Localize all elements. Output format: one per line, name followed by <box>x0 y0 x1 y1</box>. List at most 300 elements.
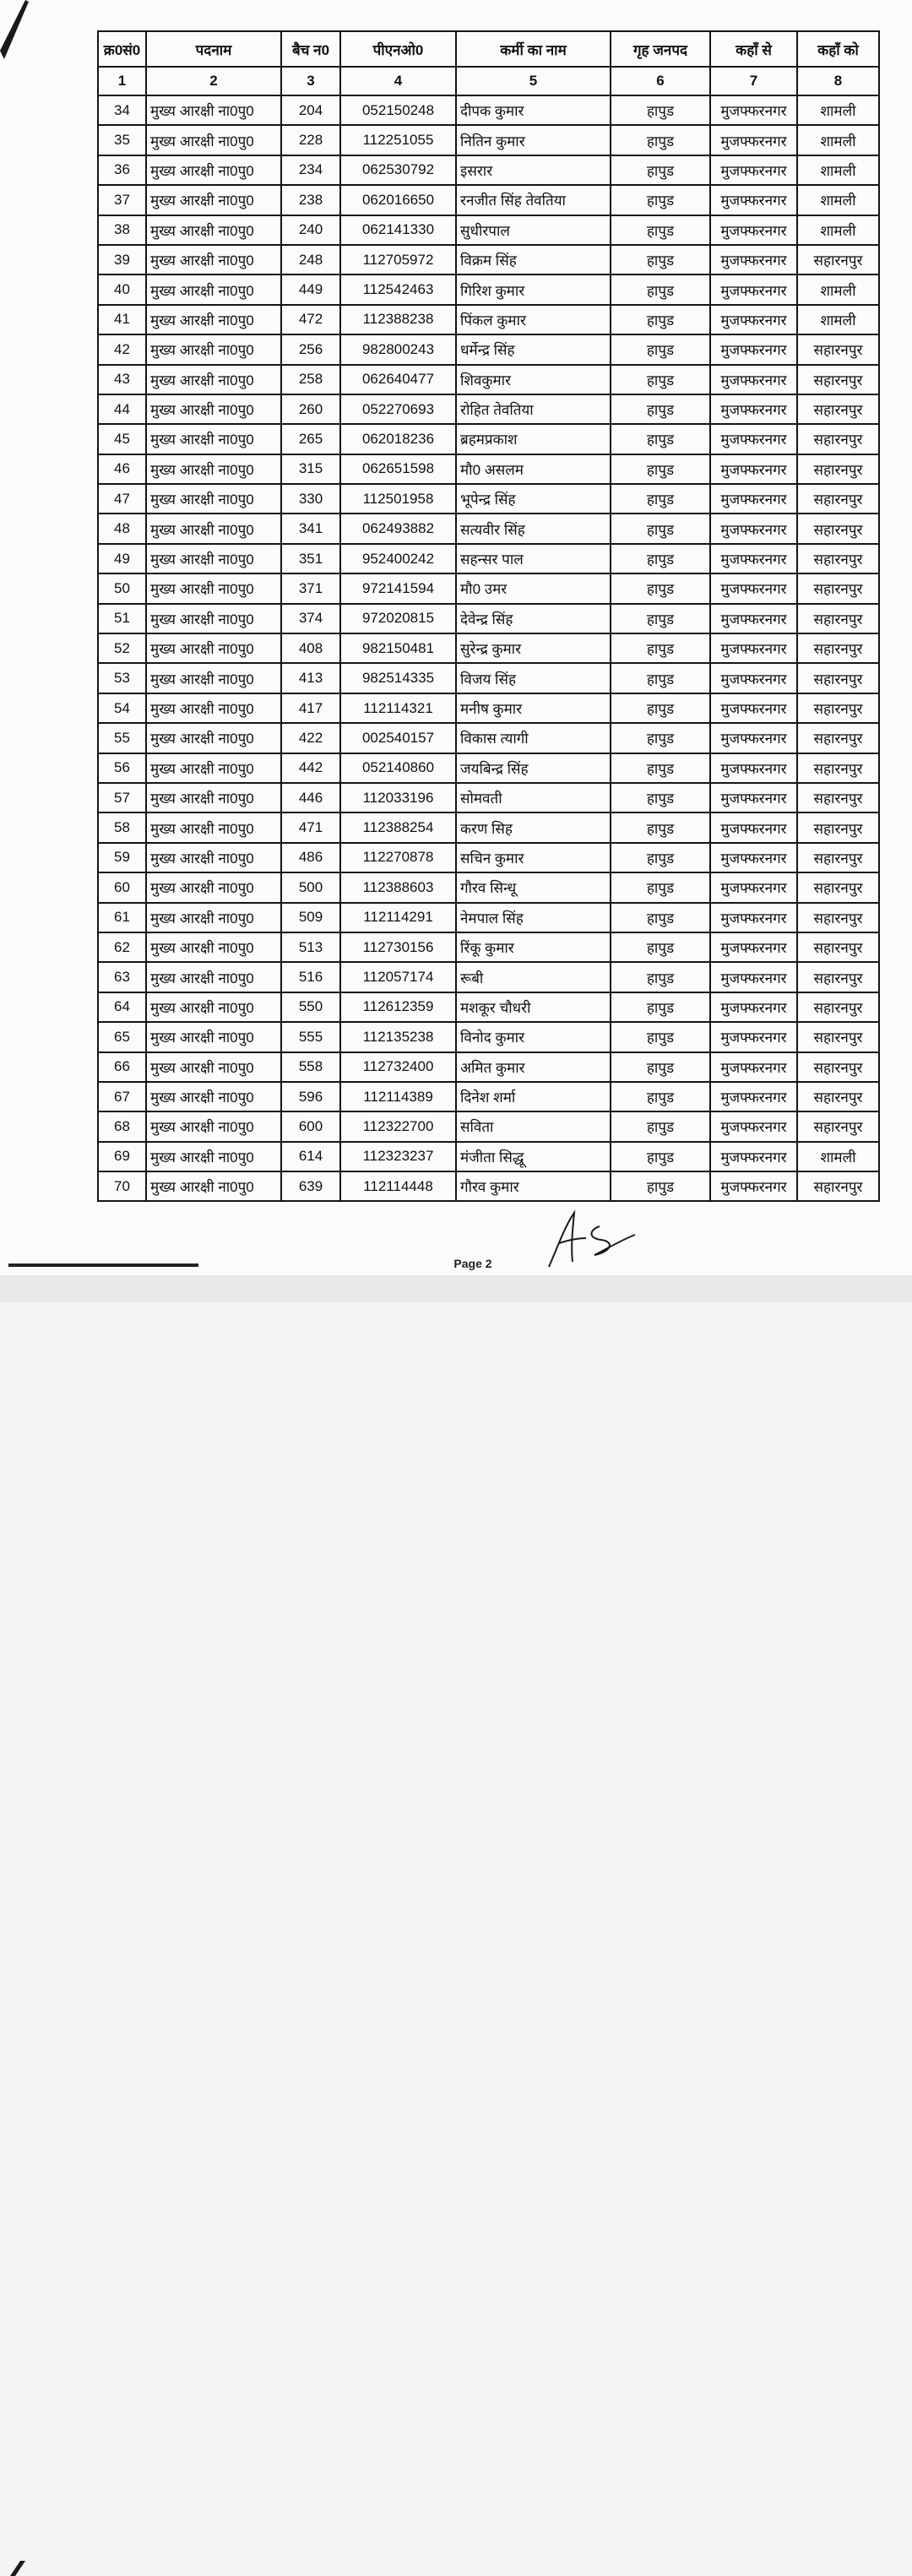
row-pno: 972141594 <box>340 573 456 603</box>
row-employee-name: जयबिन्द्र सिंह <box>456 753 611 783</box>
row-to: सहारनपुर <box>797 903 879 932</box>
row-pno: 062493882 <box>340 514 456 543</box>
row-badge-no: 260 <box>281 394 340 424</box>
row-rank: मुख्य आरक्षी ना0पु0 <box>146 1142 281 1171</box>
row-badge-no: 558 <box>281 1052 340 1082</box>
table-row <box>98 872 879 902</box>
row-to: सहारनपुर <box>797 454 879 484</box>
row-badge-no: 600 <box>281 1111 340 1141</box>
row-from: मुजफ्फरनगर <box>710 155 797 185</box>
row-to: सहारनपुर <box>797 334 879 364</box>
row-pno: 112114321 <box>340 693 456 723</box>
row-serial: 65 <box>98 1022 146 1052</box>
row-badge-no: 204 <box>281 95 340 125</box>
row-badge-no: 371 <box>281 573 340 603</box>
row-serial: 36 <box>98 155 146 185</box>
row-pno: 052270693 <box>340 394 456 424</box>
column-number: 1 <box>98 67 146 95</box>
row-to: शामली <box>797 185 879 215</box>
row-home-district: हापुड <box>611 783 710 812</box>
row-to: सहारनपुर <box>797 245 879 274</box>
row-to: सहारनपुर <box>797 843 879 872</box>
row-serial: 69 <box>98 1142 146 1171</box>
row-to: सहारनपुर <box>797 1111 879 1141</box>
table-row <box>98 454 879 484</box>
table-row <box>98 663 879 693</box>
row-serial: 47 <box>98 484 146 514</box>
row-from: मुजफ्फरनगर <box>710 1052 797 1082</box>
row-employee-name: दिनेश शर्मा <box>456 1082 611 1111</box>
row-pno: 062651598 <box>340 454 456 484</box>
row-pno: 112114448 <box>340 1171 456 1201</box>
row-home-district: हापुड <box>611 185 710 215</box>
row-rank: मुख्य आरक्षी ना0पु0 <box>146 962 281 992</box>
row-pno: 112057174 <box>340 962 456 992</box>
row-serial: 67 <box>98 1082 146 1111</box>
table-row <box>98 424 879 454</box>
row-from: मुजफ्फरनगर <box>710 753 797 783</box>
row-home-district: हापुड <box>611 693 710 723</box>
row-serial: 44 <box>98 394 146 424</box>
row-rank: मुख्य आरक्षी ना0पु0 <box>146 365 281 394</box>
row-serial: 50 <box>98 573 146 603</box>
row-serial: 49 <box>98 544 146 573</box>
row-pno: 112033196 <box>340 783 456 812</box>
row-badge-no: 265 <box>281 424 340 454</box>
row-employee-name: सविता <box>456 1111 611 1141</box>
row-employee-name: विनोद कुमार <box>456 1022 611 1052</box>
row-from: मुजफ्फरनगर <box>710 992 797 1022</box>
row-from: मुजफ्फरनगर <box>710 812 797 842</box>
row-to: शामली <box>797 125 879 155</box>
table-row <box>98 783 879 812</box>
row-serial: 61 <box>98 903 146 932</box>
row-home-district: हापुड <box>611 424 710 454</box>
row-home-district: हापुड <box>611 1111 710 1141</box>
row-badge-no: 315 <box>281 454 340 484</box>
row-employee-name: मंजीता सिद्धू <box>456 1142 611 1171</box>
transfer-list-table <box>97 30 880 1202</box>
row-from: मुजफ्फरनगर <box>710 1111 797 1141</box>
row-employee-name: दीपक कुमार <box>456 95 611 125</box>
row-employee-name: विकास त्यागी <box>456 723 611 753</box>
row-rank: मुख्य आरक्षी ना0पु0 <box>146 514 281 543</box>
row-from: मुजफ्फरनगर <box>710 544 797 573</box>
row-to: सहारनपुर <box>797 992 879 1022</box>
row-rank: मुख्य आरक्षी ना0पु0 <box>146 903 281 932</box>
row-home-district: हापुड <box>611 573 710 603</box>
column-number: 3 <box>281 67 340 95</box>
row-serial: 45 <box>98 424 146 454</box>
row-serial: 60 <box>98 872 146 902</box>
row-rank: मुख्य आरक्षी ना0पु0 <box>146 783 281 812</box>
row-rank: मुख्य आरक्षी ना0पु0 <box>146 693 281 723</box>
row-pno: 052150248 <box>340 95 456 125</box>
row-from: मुजफ्फरनगर <box>710 274 797 304</box>
row-badge-no: 486 <box>281 843 340 872</box>
row-pno: 062141330 <box>340 215 456 245</box>
table-row <box>98 812 879 842</box>
row-from: मुजफ्फरनगर <box>710 633 797 663</box>
row-rank: मुख्य आरक्षी ना0पु0 <box>146 155 281 185</box>
row-employee-name: नितिन कुमार <box>456 125 611 155</box>
row-pno: 112705972 <box>340 245 456 274</box>
row-employee-name: पिंकल कुमार <box>456 305 611 334</box>
row-serial: 38 <box>98 215 146 245</box>
row-pno: 062640477 <box>340 365 456 394</box>
row-to: शामली <box>797 95 879 125</box>
row-pno: 112388238 <box>340 305 456 334</box>
row-badge-no: 500 <box>281 872 340 902</box>
row-to: सहारनपुर <box>797 693 879 723</box>
row-home-district: हापुड <box>611 394 710 424</box>
row-pno: 062016650 <box>340 185 456 215</box>
table-row <box>98 514 879 543</box>
row-pno: 052140860 <box>340 753 456 783</box>
row-pno: 112270878 <box>340 843 456 872</box>
table-row <box>98 962 879 992</box>
row-pno: 112322700 <box>340 1111 456 1141</box>
row-badge-no: 374 <box>281 604 340 633</box>
row-from: मुजफ्फरनगर <box>710 394 797 424</box>
row-from: मुजफ्फरनगर <box>710 125 797 155</box>
row-from: मुजफ्फरनगर <box>710 962 797 992</box>
row-to: सहारनपुर <box>797 1022 879 1052</box>
row-pno: 112114291 <box>340 903 456 932</box>
row-serial: 55 <box>98 723 146 753</box>
row-rank: मुख्य आरक्षी ना0पु0 <box>146 454 281 484</box>
row-serial: 54 <box>98 693 146 723</box>
row-from: मुजफ्फरनगर <box>710 723 797 753</box>
row-to: सहारनपुर <box>797 1052 879 1082</box>
row-rank: मुख्य आरक्षी ना0पु0 <box>146 723 281 753</box>
row-to: सहारनपुर <box>797 394 879 424</box>
page-number: Page 2 <box>453 1257 492 1270</box>
table-row <box>98 633 879 663</box>
row-serial: 53 <box>98 663 146 693</box>
row-rank: मुख्य आरक्षी ना0पु0 <box>146 274 281 304</box>
column-number: 6 <box>611 67 710 95</box>
row-to: सहारनपुर <box>797 962 879 992</box>
row-home-district: हापुड <box>611 604 710 633</box>
row-rank: मुख्य आरक्षी ना0पु0 <box>146 1111 281 1141</box>
table-row <box>98 1171 879 1201</box>
footer-rule <box>8 1264 198 1267</box>
row-to: सहारनपुर <box>797 753 879 783</box>
row-badge-no: 341 <box>281 514 340 543</box>
row-pno: 112542463 <box>340 274 456 304</box>
row-home-district: हापुड <box>611 903 710 932</box>
row-from: मुजफ्फरनगर <box>710 663 797 693</box>
row-pno: 112388603 <box>340 872 456 902</box>
row-from: मुजफ्फरनगर <box>710 903 797 932</box>
row-employee-name: ब्रहमप्रकाश <box>456 424 611 454</box>
row-to: शामली <box>797 274 879 304</box>
table-row <box>98 544 879 573</box>
row-badge-no: 351 <box>281 544 340 573</box>
row-badge-no: 234 <box>281 155 340 185</box>
row-home-district: हापुड <box>611 843 710 872</box>
row-employee-name: करण सिह <box>456 812 611 842</box>
row-from: मुजफ्फरनगर <box>710 484 797 514</box>
row-badge-no: 446 <box>281 783 340 812</box>
row-from: मुजफ्फरनगर <box>710 514 797 543</box>
row-pno: 062530792 <box>340 155 456 185</box>
row-to: सहारनपुर <box>797 723 879 753</box>
row-home-district: हापुड <box>611 544 710 573</box>
row-serial: 40 <box>98 274 146 304</box>
row-badge-no: 442 <box>281 753 340 783</box>
row-pno: 112612359 <box>340 992 456 1022</box>
row-serial: 52 <box>98 633 146 663</box>
row-from: मुजफ्फरनगर <box>710 872 797 902</box>
table-row <box>98 573 879 603</box>
row-from: मुजफ्फरनगर <box>710 215 797 245</box>
row-badge-no: 228 <box>281 125 340 155</box>
row-badge-no: 422 <box>281 723 340 753</box>
document-page <box>0 0 912 1275</box>
row-employee-name: सुरेन्द्र कुमार <box>456 633 611 663</box>
row-employee-name: रोहित तेवतिया <box>456 394 611 424</box>
row-employee-name: रूबी <box>456 962 611 992</box>
row-employee-name: सुधीरपाल <box>456 215 611 245</box>
row-home-district: हापुड <box>611 245 710 274</box>
row-to: सहारनपुर <box>797 663 879 693</box>
header-serial: क्र0सं0 <box>98 31 146 67</box>
row-badge-no: 413 <box>281 663 340 693</box>
row-to: सहारनपुर <box>797 872 879 902</box>
row-rank: मुख्य आरक्षी ना0पु0 <box>146 872 281 902</box>
row-pno: 112323237 <box>340 1142 456 1171</box>
row-badge-no: 471 <box>281 812 340 842</box>
header-employee-name: कर्मी का नाम <box>456 31 611 67</box>
row-from: मुजफ्फरनगर <box>710 1171 797 1201</box>
row-to: सहारनपुर <box>797 1171 879 1201</box>
column-number: 2 <box>146 67 281 95</box>
row-from: मुजफ्फरनगर <box>710 573 797 603</box>
row-employee-name: सहन्सर पाल <box>456 544 611 573</box>
header-home-district: गृह जनपद <box>611 31 710 67</box>
bottom-scan-mark <box>8 2559 34 2576</box>
row-home-district: हापुड <box>611 95 710 125</box>
row-home-district: हापुड <box>611 932 710 962</box>
row-badge-no: 516 <box>281 962 340 992</box>
column-number: 4 <box>340 67 456 95</box>
row-employee-name: इसरार <box>456 155 611 185</box>
table-row <box>98 992 879 1022</box>
row-serial: 41 <box>98 305 146 334</box>
row-rank: मुख्य आरक्षी ना0पु0 <box>146 215 281 245</box>
row-employee-name: विजय सिंह <box>456 663 611 693</box>
row-home-district: हापुड <box>611 1171 710 1201</box>
row-home-district: हापुड <box>611 454 710 484</box>
row-to: सहारनपुर <box>797 544 879 573</box>
header-badge-no: बैच न0 <box>281 31 340 67</box>
row-from: मुजफ्फरनगर <box>710 604 797 633</box>
row-serial: 42 <box>98 334 146 364</box>
row-pno: 112732400 <box>340 1052 456 1082</box>
row-from: मुजफ्फरनगर <box>710 693 797 723</box>
row-pno: 972020815 <box>340 604 456 633</box>
table-row <box>98 604 879 633</box>
row-home-district: हापुड <box>611 633 710 663</box>
table-row <box>98 932 879 962</box>
table-row <box>98 274 879 304</box>
row-rank: मुख्य आरक्षी ना0पु0 <box>146 753 281 783</box>
row-rank: मुख्य आरक्षी ना0पु0 <box>146 663 281 693</box>
row-rank: मुख्य आरक्षी ना0पु0 <box>146 1052 281 1082</box>
row-badge-no: 248 <box>281 245 340 274</box>
row-serial: 46 <box>98 454 146 484</box>
row-employee-name: नेमपाल सिंह <box>456 903 611 932</box>
row-pno: 112135238 <box>340 1022 456 1052</box>
table-row <box>98 753 879 783</box>
row-pno: 952400242 <box>340 544 456 573</box>
table-row <box>98 903 879 932</box>
row-pno: 982514335 <box>340 663 456 693</box>
table-row <box>98 693 879 723</box>
row-from: मुजफ्फरनगर <box>710 783 797 812</box>
row-home-district: हापुड <box>611 155 710 185</box>
row-pno: 002540157 <box>340 723 456 753</box>
row-serial: 57 <box>98 783 146 812</box>
row-serial: 59 <box>98 843 146 872</box>
row-rank: मुख्य आरक्षी ना0पु0 <box>146 544 281 573</box>
row-rank: मुख्य आरक्षी ना0पु0 <box>146 334 281 364</box>
row-home-district: हापुड <box>611 753 710 783</box>
row-serial: 35 <box>98 125 146 155</box>
row-home-district: हापुड <box>611 215 710 245</box>
row-pno: 112114389 <box>340 1082 456 1111</box>
row-to: शामली <box>797 215 879 245</box>
row-home-district: हापुड <box>611 484 710 514</box>
row-pno: 062018236 <box>340 424 456 454</box>
row-rank: मुख्य आरक्षी ना0पु0 <box>146 125 281 155</box>
row-rank: मुख्य आरक्षी ना0पु0 <box>146 604 281 633</box>
row-rank: मुख्य आरक्षी ना0पु0 <box>146 932 281 962</box>
row-employee-name: अमित कुमार <box>456 1052 611 1082</box>
header-from: कहाँ से <box>710 31 797 67</box>
row-serial: 37 <box>98 185 146 215</box>
row-rank: मुख्य आरक्षी ना0पु0 <box>146 305 281 334</box>
row-pno: 112388254 <box>340 812 456 842</box>
column-number: 8 <box>797 67 879 95</box>
row-badge-no: 256 <box>281 334 340 364</box>
row-to: सहारनपुर <box>797 424 879 454</box>
table-row <box>98 1052 879 1082</box>
table-row <box>98 125 879 155</box>
row-from: मुजफ्फरनगर <box>710 932 797 962</box>
row-badge-no: 596 <box>281 1082 340 1111</box>
row-employee-name: गिरिश कुमार <box>456 274 611 304</box>
row-to: सहारनपुर <box>797 514 879 543</box>
row-from: मुजफ्फरनगर <box>710 305 797 334</box>
row-to: शामली <box>797 1142 879 1171</box>
row-serial: 48 <box>98 514 146 543</box>
row-serial: 51 <box>98 604 146 633</box>
row-home-district: हापुड <box>611 1082 710 1111</box>
row-serial: 63 <box>98 962 146 992</box>
row-from: मुजफ्फरनगर <box>710 1142 797 1171</box>
row-serial: 58 <box>98 812 146 842</box>
row-to: सहारनपुर <box>797 365 879 394</box>
row-home-district: हापुड <box>611 1022 710 1052</box>
table-row <box>98 1111 879 1141</box>
row-from: मुजफ्फरनगर <box>710 95 797 125</box>
row-serial: 62 <box>98 932 146 962</box>
column-number: 7 <box>710 67 797 95</box>
row-employee-name: गौरव सिन्धू <box>456 872 611 902</box>
table-row <box>98 334 879 364</box>
column-number: 5 <box>456 67 611 95</box>
row-pno: 112501958 <box>340 484 456 514</box>
row-badge-no: 449 <box>281 274 340 304</box>
row-serial: 34 <box>98 95 146 125</box>
row-to: सहारनपुर <box>797 783 879 812</box>
row-badge-no: 639 <box>281 1171 340 1201</box>
row-home-district: हापुड <box>611 1142 710 1171</box>
row-to: सहारनपुर <box>797 932 879 962</box>
row-serial: 66 <box>98 1052 146 1082</box>
row-employee-name: शिवकुमार <box>456 365 611 394</box>
table-row <box>98 155 879 185</box>
row-rank: मुख्य आरक्षी ना0पु0 <box>146 1022 281 1052</box>
row-employee-name: सत्यवीर सिंह <box>456 514 611 543</box>
row-employee-name: विक्रम सिंह <box>456 245 611 274</box>
row-pno: 112730156 <box>340 932 456 962</box>
row-home-district: हापुड <box>611 663 710 693</box>
row-employee-name: देवेन्द्र सिंह <box>456 604 611 633</box>
row-employee-name: रनजीत सिंह तेवतिया <box>456 185 611 215</box>
row-rank: मुख्य आरक्षी ना0पु0 <box>146 484 281 514</box>
row-employee-name: गौरव कुमार <box>456 1171 611 1201</box>
signature-mark <box>540 1209 642 1270</box>
table-row <box>98 305 879 334</box>
row-to: सहारनपुर <box>797 633 879 663</box>
row-to: सहारनपुर <box>797 1082 879 1111</box>
row-rank: मुख्य आरक्षी ना0पु0 <box>146 1082 281 1111</box>
row-employee-name: मशकूर चौधरी <box>456 992 611 1022</box>
row-badge-no: 330 <box>281 484 340 514</box>
table-row <box>98 245 879 274</box>
row-home-district: हापुड <box>611 125 710 155</box>
row-serial: 64 <box>98 992 146 1022</box>
row-badge-no: 258 <box>281 365 340 394</box>
row-home-district: हापुड <box>611 274 710 304</box>
row-rank: मुख्य आरक्षी ना0पु0 <box>146 424 281 454</box>
row-home-district: हापुड <box>611 992 710 1022</box>
row-employee-name: भूपेन्द्र सिंह <box>456 484 611 514</box>
row-from: मुजफ्फरनगर <box>710 185 797 215</box>
table-row <box>98 215 879 245</box>
row-employee-name: सोमवती <box>456 783 611 812</box>
row-home-district: हापुड <box>611 1052 710 1082</box>
row-home-district: हापुड <box>611 365 710 394</box>
row-badge-no: 238 <box>281 185 340 215</box>
row-from: मुजफ्फरनगर <box>710 1082 797 1111</box>
table-row <box>98 1022 879 1052</box>
scan-bottom-strip <box>0 1275 912 1302</box>
row-pno: 982150481 <box>340 633 456 663</box>
row-serial: 56 <box>98 753 146 783</box>
row-home-district: हापुड <box>611 872 710 902</box>
row-badge-no: 472 <box>281 305 340 334</box>
row-employee-name: मनीष कुमार <box>456 693 611 723</box>
row-to: सहारनपुर <box>797 812 879 842</box>
row-employee-name: रिंकू कुमार <box>456 932 611 962</box>
row-serial: 70 <box>98 1171 146 1201</box>
row-employee-name: धर्मेन्द्र सिंह <box>456 334 611 364</box>
